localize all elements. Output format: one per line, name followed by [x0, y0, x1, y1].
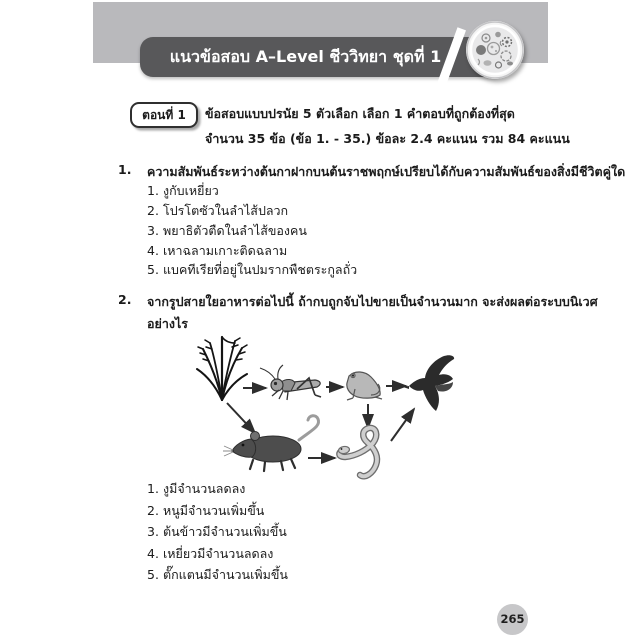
question-2-option-3 — [147, 522, 287, 542]
arrow-plant-to-rat — [227, 403, 255, 433]
hawk-icon — [403, 355, 454, 411]
option-number: 1. — [147, 481, 159, 496]
option-number: 5. — [147, 262, 159, 277]
option-number: 5. — [147, 567, 159, 582]
question-1-option-2 — [147, 201, 288, 221]
section-label-box — [130, 102, 198, 128]
frog-icon — [347, 372, 382, 400]
option-label: แบคทีเรียที่อยู่ในปมรากพืชตระกูลถั่ว — [163, 262, 358, 277]
instruction-line-2: จำนวน 35 ข้อ (ข้อ 1. - 35.) ข้อละ 2.4 คะแนน รวม 84 คะแนน — [205, 131, 570, 146]
microbes-badge-art — [466, 21, 524, 79]
rice-plant-icon — [197, 337, 247, 400]
question-1-text: ความสัมพันธ์ระหว่างต้นกาฝากบนต้นราชพฤกษ์เปรียบได้กับความสัมพันธ์ของสิ่งมีชีวิตคู่ใด — [147, 164, 626, 179]
option-label: เหาฉลามเกาะติดฉลาม — [163, 243, 288, 258]
page-number-badge — [497, 604, 528, 635]
question-1-option-1 — [147, 181, 219, 201]
page-number: 265 — [500, 612, 525, 626]
option-label: พยาธิตัวตืดในลำไส้ของคน — [163, 223, 307, 238]
question-2-text-line2: อย่างไร — [147, 316, 188, 331]
question-1-number: 1. — [118, 162, 132, 177]
instruction-line-1: ข้อสอบแบบปรนัย 5 ตัวเลือก เลือก 1 คำตอบที่ถูกต้องที่สุด — [205, 106, 515, 121]
option-label: งูกับเหยี่ยว — [163, 183, 219, 198]
question-1-option-5 — [147, 260, 357, 280]
snake-icon — [338, 428, 377, 476]
section-label: ตอนที่ 1 — [142, 108, 186, 122]
question-2-option-1 — [147, 479, 245, 499]
question-1-option-4 — [147, 241, 287, 261]
option-label: ต้นข้าวมีจำนวนเพิ่มขึ้น — [163, 524, 287, 539]
food-web-diagram — [185, 333, 505, 483]
option-label: ตั๊กแตนมีจำนวนเพิ่มขึ้น — [163, 567, 288, 582]
option-label: งูมีจำนวนลดลง — [163, 481, 246, 496]
option-number: 3. — [147, 223, 159, 238]
option-label: โปรโตซัวในลำไส้ปลวก — [163, 203, 289, 218]
option-number: 2. — [147, 203, 159, 218]
page-title: แนวข้อสอบ A–Level ชีววิทยา ชุดที่ 1 — [169, 47, 442, 66]
question-1-option-3 — [147, 221, 307, 241]
option-number: 4. — [147, 243, 159, 258]
microbes-badge-icon — [466, 21, 524, 79]
question-2-option-2 — [147, 501, 264, 521]
option-label: เหยี่ยวมีจำนวนลดลง — [163, 546, 274, 561]
option-number: 2. — [147, 503, 159, 518]
grasshopper-icon — [260, 365, 321, 400]
question-2-option-4 — [147, 544, 273, 564]
option-number: 1. — [147, 183, 159, 198]
question-2-text: จากรูปสายใยอาหารต่อไปนี้ ถ้ากบถูกจับไปขายเป็นจำนวนมาก จะส่งผลต่อระบบนิเวศ — [147, 294, 598, 309]
question-2-option-5 — [147, 565, 288, 585]
rat-icon — [223, 416, 319, 471]
option-number: 3. — [147, 524, 159, 539]
question-2-number: 2. — [118, 292, 132, 307]
option-number: 4. — [147, 546, 159, 561]
arrow-snake-to-hawk — [391, 409, 414, 441]
option-label: หนูมีจำนวนเพิ่มขึ้น — [163, 503, 265, 518]
